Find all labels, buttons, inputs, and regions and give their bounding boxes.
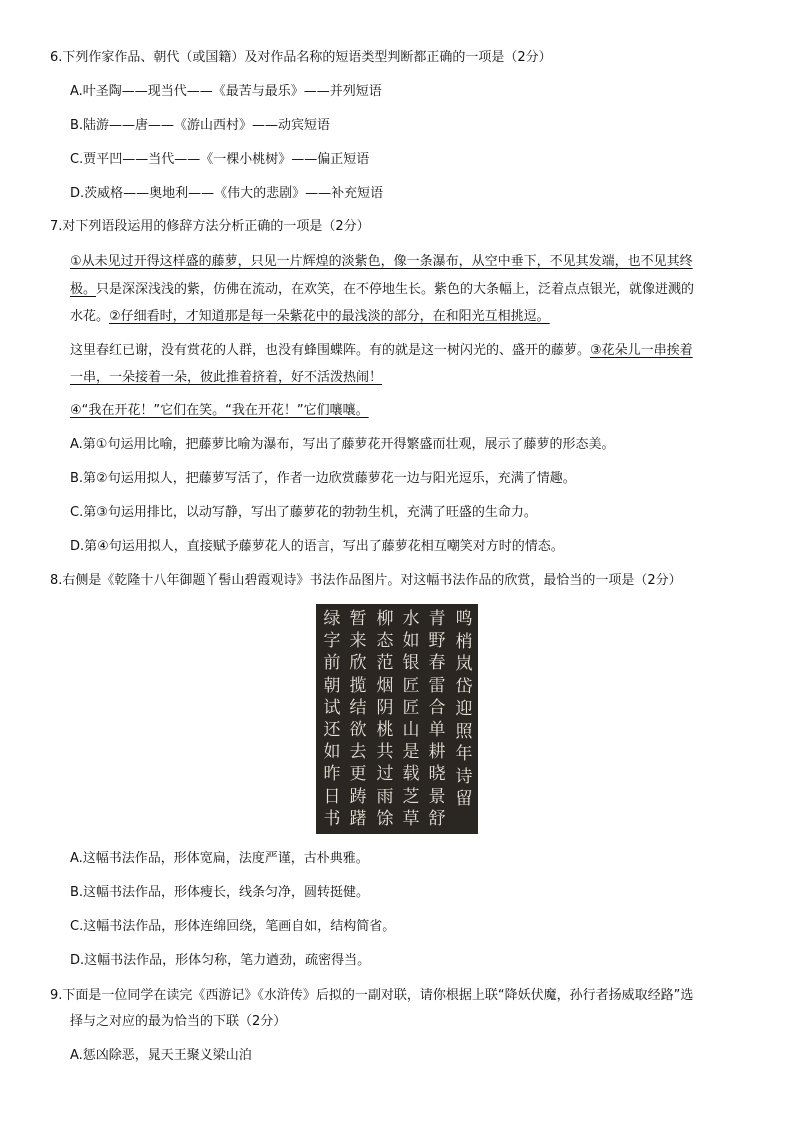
calligraphy-char: 揽 [349,675,367,696]
calligraphy-char: 柳 [376,609,394,629]
calligraphy-char: 照 [455,721,473,742]
calligraphy-char: 匠 [402,697,420,718]
calligraphy-column [348,608,368,830]
calligraphy-char: 前 [323,653,341,674]
calligraphy-column [401,608,421,830]
calligraphy-char: 日 [323,786,341,807]
calligraphy-char: 共 [376,742,394,763]
sentence-1-end: 极。 [70,282,97,297]
calligraphy-char: 岱 [455,676,473,697]
calligraphy-column [454,608,474,811]
calligraphy-char: 范 [376,653,394,674]
calligraphy-char: 雨 [376,786,394,807]
passage-line [70,342,693,360]
calligraphy-char: 舒 [428,808,446,829]
calligraphy-char: 合 [428,697,446,718]
calligraphy-column [375,608,395,830]
sentence-3-end: 一串，一朵接着一朵，彼此推着挤着，好不活泼热闹！ [70,370,383,385]
calligraphy-char: 单 [428,720,446,741]
calligraphy-char: 态 [376,631,394,652]
passage-line [70,253,693,271]
calligraphy-char: 雷 [428,675,446,696]
q8-stem: 8.右侧是《乾隆十八年御题丫髻山碧霞观诗》书法作品图片。对这幅书法作品的欣赏，最恰当的一项是（2分） [50,573,682,588]
calligraphy-char: 留 [455,789,473,809]
calligraphy-char: 梢 [455,631,473,652]
calligraphy-char: 是 [402,742,420,763]
calligraphy-char: 诗 [455,766,473,787]
calligraphy-char: 草 [402,808,420,829]
calligraphy-char: 绿 [323,609,341,629]
calligraphy-char: 载 [402,764,420,785]
q7-option-d: D.第④句运用拟人，直接赋予藤萝花人的语言，写出了藤萝花相互嘲笑对方时的情态。 [70,539,564,554]
calligraphy-char: 桃 [376,720,394,741]
passage-line [70,281,694,299]
passage-line [70,402,369,420]
q6-option-d: D.茨威格——奥地利——《伟大的悲剧》——补充短语 [70,186,384,201]
passage-line [70,369,382,387]
calligraphy-char: 昨 [323,764,341,785]
sentence-4: ④“我在开花！”它们在笑。“我在开花！”它们嚷嚷。 [70,403,369,418]
calligraphy-char: 迎 [455,699,473,719]
sentence-3-part: ③花朵儿一串挨着 [590,343,693,358]
calligraphy-char: 烟 [376,675,394,696]
calligraphy-char: 字 [323,631,341,652]
sentence-2: ②仔细看时，才知道那是每一朵紫花中的最浅淡的部分，在和阳光互相挑逗。 [109,309,550,324]
calligraphy-char: 还 [323,720,341,741]
calligraphy-char: 更 [349,764,367,785]
q9-option-a: A.惩凶除恶，晁天王聚义梁山泊 [70,1048,252,1063]
q7-option-b: B.第②句运用拟人，把藤萝写活了，作者一边欣赏藤萝花一边与阳光逗乐，充满了情趣。 [70,471,576,486]
calligraphy-char: 朝 [323,675,341,696]
calligraphy-column [322,608,342,830]
calligraphy-char: 山 [402,720,420,741]
q8-option-c: C.这幅书法作品，形体连绵回绕，笔画自如，结构简省。 [70,919,396,934]
passage-text: 这里春红已谢，没有赏花的人群，也没有蜂围蝶阵。有的就是这一树闪光的、盛开的藤萝。 [70,343,591,358]
q8-option-a: A.这幅书法作品，形体宽扁，法度严谨，古朴典雅。 [70,851,369,866]
sentence-1-part: ①从未见过开得这样盛的藤萝，只见一片辉煌的淡紫色，像一条瀑布，从空中垂下，不见其发端，也不见其终 [70,254,693,269]
calligraphy-char: 来 [349,631,367,652]
calligraphy-char: 试 [323,697,341,718]
calligraphy-char: 欣 [349,653,367,674]
calligraphy-image [316,604,478,834]
q8-option-d: D.这幅书法作品，形体匀称，笔力遒劲，疏密得当。 [70,953,371,968]
passage-text: 水花。 [70,309,110,324]
calligraphy-char: 野 [428,631,446,652]
q9-stem-line2: 择与之对应的最为恰当的下联（2分） [70,1014,287,1029]
q6-option-a: A.叶圣陶——现当代——《最苦与最乐》——并列短语 [70,84,382,99]
calligraphy-char: 鸣 [455,609,473,629]
calligraphy-char: 结 [349,697,367,718]
calligraphy-char: 阴 [376,697,394,718]
calligraphy-char: 芝 [402,786,420,807]
passage-line [70,308,550,326]
q7-stem: 7.对下列语段运用的修辞方法分析正确的一项是（2分） [50,219,370,234]
calligraphy-char: 躇 [349,808,367,829]
calligraphy-char: 晓 [428,764,446,785]
calligraphy-char: 匠 [402,675,420,696]
calligraphy-char: 如 [402,631,420,652]
q7-option-c: C.第③句运用排比，以动写静，写出了藤萝花的勃勃生机，充满了旺盛的生命力。 [70,505,537,520]
calligraphy-char: 耕 [428,742,446,763]
calligraphy-char: 书 [323,808,341,829]
calligraphy-char: 银 [402,653,420,674]
calligraphy-char: 过 [376,764,394,785]
q8-option-b: B.这幅书法作品，形体瘦长，线条匀净，圆转挺健。 [70,885,370,900]
q6-option-c: C.贾平凹——当代——《一棵小桃树》——偏正短语 [70,152,370,167]
calligraphy-char: 青 [428,609,446,629]
q9-stem-line1: 9.下面是一位同学在读完《西游记》《水浒传》后拟的一副对联，请你根据上联“降妖伏魔，孙行者扬威取经路”选 [50,988,694,1003]
q6-stem: 6.下列作家作品、朝代（或国籍）及对作品名称的短语类型判断都正确的一项是（2分） [50,50,552,65]
passage-text: 只是深深浅浅的紫，仿佛在流动，在欢笑，在不停地生长。紫色的大条幅上，泛着点点银光，就像迸溅的 [96,282,695,297]
q7-option-a: A.第①句运用比喻，把藤萝比喻为瀑布，写出了藤萝花开得繁盛而壮观，展示了藤萝的形态美。 [70,437,615,452]
calligraphy-char: 暂 [349,609,367,629]
calligraphy-char: 春 [428,653,446,674]
calligraphy-char: 景 [428,786,446,807]
q6-option-b: B.陆游——唐——《游山西村》——动宾短语 [70,118,331,133]
calligraphy-column [427,608,447,830]
calligraphy-char: 踌 [349,786,367,807]
calligraphy-char: 水 [402,609,420,629]
calligraphy-char: 如 [323,742,341,763]
calligraphy-char: 馀 [376,808,394,829]
calligraphy-char: 欲 [349,720,367,741]
calligraphy-char: 岚 [455,654,473,674]
calligraphy-char: 年 [455,744,473,764]
calligraphy-char: 去 [349,742,367,763]
